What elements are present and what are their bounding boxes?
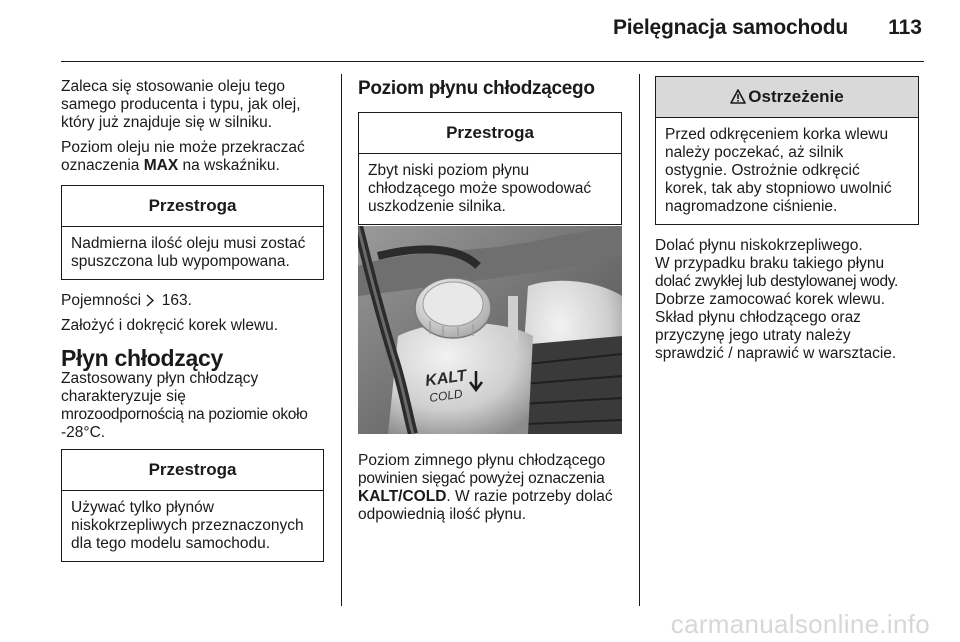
text-line: który już znajduje się w silniku. xyxy=(61,114,273,131)
column-divider-1 xyxy=(341,74,342,606)
kalt-cold-mark: KALT/COLD xyxy=(358,488,447,505)
photo-label-kalt: KALT xyxy=(424,367,468,390)
photo-label-cold: COLD xyxy=(428,386,464,405)
paragraph-coolant-info: Zastosowany płyn chłodzący charakteryzuje się mrozoodpornością na poziomie około -28°C. xyxy=(61,370,308,441)
reference-arrow-icon[interactable] xyxy=(145,294,155,307)
paragraph-oil-brand xyxy=(61,78,327,132)
warning-triangle-icon xyxy=(730,89,746,104)
watermark: carmanualsonline.info xyxy=(670,609,930,639)
max-mark: MAX xyxy=(143,157,179,174)
caution-title: Przestroga xyxy=(62,186,323,227)
caution-body: Nadmierna ilość oleju musi zostać spuszczona lub wypompowana. xyxy=(71,235,306,270)
column-divider-2 xyxy=(639,74,640,606)
text-line: Zaleca się stosowanie oleju tego xyxy=(61,78,286,95)
paragraph-oil-level xyxy=(61,139,327,175)
caution-title: Przestroga xyxy=(62,450,323,491)
warning-title: Ostrzeżenie xyxy=(656,77,918,118)
section-title-coolant: Płyn chłodzący xyxy=(61,345,223,371)
coolant-reservoir-photo xyxy=(358,226,622,434)
caution-body: Zbyt niski poziom płynu chłodzącego może spowodować uszkodzenie silnika. xyxy=(368,162,592,215)
text-line: samego producenta i typu, jak olej, xyxy=(61,96,301,113)
paragraph-capacities: Pojemności 163. xyxy=(61,292,192,309)
text-line: oznaczenia MAX na wskaźniku. xyxy=(61,157,280,174)
warning-body: Przed odkręceniem korka wlewu należy poczekać, aż silnik ostygnie. Ostrożnie odkręcić korek, tak aby stopniowo uwolnić nagromadzone ciśnienie. xyxy=(665,126,892,215)
warning-box xyxy=(655,76,919,225)
subsection-title-coolant-level: Poziom płynu chłodzącego xyxy=(358,78,595,99)
header-rule xyxy=(61,61,924,62)
photo-caption: Poziom zimnego płynu chłodzącego powinien sięgać powyżej oznaczenia KALT/COLD. W razie potrzeby dolać odpowiednią ilość płynu. xyxy=(358,452,613,523)
column-3 xyxy=(655,76,921,370)
column-1 xyxy=(61,78,327,562)
caution-title: Przestroga xyxy=(359,113,621,154)
caution-box-oil xyxy=(61,185,324,280)
paragraph-add-coolant: Dolać płynu niskokrzepliwego. W przypadku braku takiego płynu dolać zwykłej lub destylowanej wody. Dobrze zamocować korek wlewu. Skład płynu chłodzącego oraz przyczynę jego utraty należy sprawdzić / naprawić w warsztacie. xyxy=(655,237,899,362)
text-line: Poziom oleju nie może przekraczać xyxy=(61,139,305,156)
column-2 xyxy=(358,74,624,225)
paragraph-close-cap: Założyć i dokręcić korek wlewu. xyxy=(61,317,279,334)
page-header-title: Pielęgnacja samochodu xyxy=(612,16,848,39)
page-number: 113 xyxy=(888,16,922,39)
caution-box-coolant-type xyxy=(61,449,324,562)
caution-body: Używać tylko płynów niskokrzepliwych przeznaczonych dla tego modelu samochodu. xyxy=(71,499,304,552)
caution-box-low-coolant xyxy=(358,112,622,225)
